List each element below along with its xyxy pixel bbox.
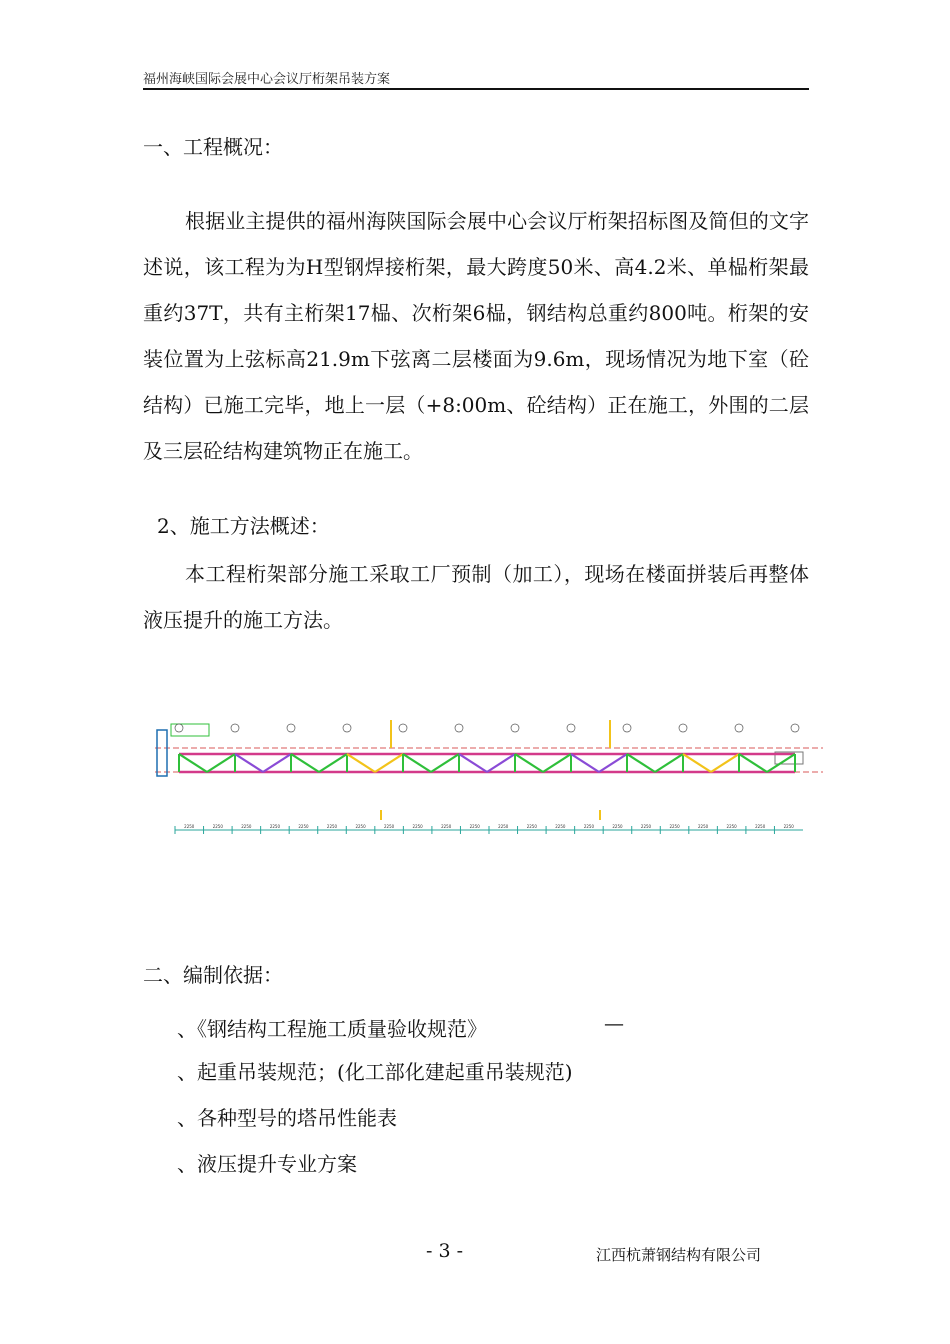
diagonal-member	[599, 754, 627, 772]
diagonal-member	[767, 754, 795, 772]
axis-bubble	[679, 724, 687, 732]
axis-bubble	[175, 724, 183, 732]
dimension-label: 2250	[669, 824, 680, 829]
diagonal-member	[403, 754, 431, 772]
dimension-label: 2250	[441, 824, 452, 829]
header-rule	[143, 88, 809, 90]
axis-bubble	[455, 724, 463, 732]
dimension-label: 2250	[726, 824, 737, 829]
section-3-heading: 二、编制依据：	[143, 963, 283, 987]
axis-bubble	[231, 724, 239, 732]
axis-bubble	[343, 724, 351, 732]
diagonal-member	[235, 754, 263, 772]
basis-item-4: 、液压提升专业方案	[177, 1152, 357, 1176]
dimension-label: 2250	[412, 824, 423, 829]
basis-item-1: 、《钢结构工程施工质量验收规范》	[177, 1017, 487, 1041]
diagonal-member	[627, 754, 655, 772]
axis-bubble	[735, 724, 743, 732]
diagonal-member	[683, 754, 711, 772]
basis-item-2: 、起重吊装规范；(化工部化建起重吊装规范)	[177, 1060, 573, 1084]
running-header: 福州海峡国际会展中心会议厅桁架吊装方案	[143, 72, 391, 87]
axis-bubble	[511, 724, 519, 732]
basis-item-1-dash: —	[604, 1011, 624, 1035]
axis-bubble	[287, 724, 295, 732]
dimension-label: 2250	[755, 824, 766, 829]
section-1-heading: 一、工程概况：	[143, 135, 283, 159]
truss-elevation-drawing	[155, 714, 823, 840]
page-number: - 3 -	[426, 1240, 464, 1262]
axis-bubble	[791, 724, 799, 732]
section-1-paragraph: 根据业主提供的福州海陕国际会展中心会议厅桁架招标图及简但的文字述说，该工程为为H型钢焊接桁架，最大跨度50米、高4.2米、单榀桁架最重约37T，共有主桁架17榀、次桁架6榀，钢结构总重约800吨。桁架的安装位置为上弦标高21.9m下弦离二层楼面为9.6m，现场情况为地下室（砼结构）已施工完毕，地上一层（+8:00m、砼结构）正在施工，外围的二层及三层砼结构建筑物正在施工。	[143, 209, 809, 463]
axis-bubble	[567, 724, 575, 732]
diagonal-member	[487, 754, 515, 772]
dimension-label: 2250	[498, 824, 509, 829]
dimension-label: 2250	[184, 824, 195, 829]
dimension-label: 2250	[469, 824, 480, 829]
axis-bubble	[623, 724, 631, 732]
diagonal-member	[571, 754, 599, 772]
basis-item-3: 、各种型号的塔吊性能表	[177, 1106, 397, 1130]
dimension-label: 2250	[612, 824, 623, 829]
diagonal-member	[347, 754, 375, 772]
diagonal-member	[515, 754, 543, 772]
diagonal-member	[263, 754, 291, 772]
dimension-label: 2250	[355, 824, 366, 829]
dimension-label: 2250	[326, 824, 338, 829]
diagonal-member	[291, 754, 319, 772]
dimension-label: 2250	[697, 824, 709, 829]
section-2-paragraph: 本工程桁架部分施工采取工厂预制（加工），现场在楼面拼装后再整体液压提升的施工方法。	[143, 562, 809, 632]
company-name: 江西杭萧钢结构有限公司	[596, 1246, 762, 1264]
section-2-heading: 2、施工方法概述：	[157, 514, 330, 538]
diagonal-member	[739, 754, 767, 772]
dimension-label: 2250	[383, 824, 395, 829]
diagonal-member	[179, 754, 207, 772]
dimension-label: 2250	[269, 824, 281, 829]
diagonal-member	[655, 754, 683, 772]
diagonal-member	[711, 754, 739, 772]
diagonal-member	[207, 754, 235, 772]
dimension-label: 2250	[640, 824, 652, 829]
diagonal-member	[319, 754, 347, 772]
dimension-label: 2250	[212, 824, 223, 829]
diagonal-member	[431, 754, 459, 772]
diagonal-member	[459, 754, 487, 772]
diagonal-member	[375, 754, 403, 772]
dimension-label: 2250	[298, 824, 309, 829]
diagonal-member	[543, 754, 571, 772]
dimension-label: 2250	[783, 824, 794, 829]
axis-bubble	[399, 724, 407, 732]
dimension-label: 2250	[583, 824, 595, 829]
dimension-label: 2250	[241, 824, 252, 829]
dimension-label: 2250	[526, 824, 537, 829]
dimension-label: 2250	[555, 824, 566, 829]
